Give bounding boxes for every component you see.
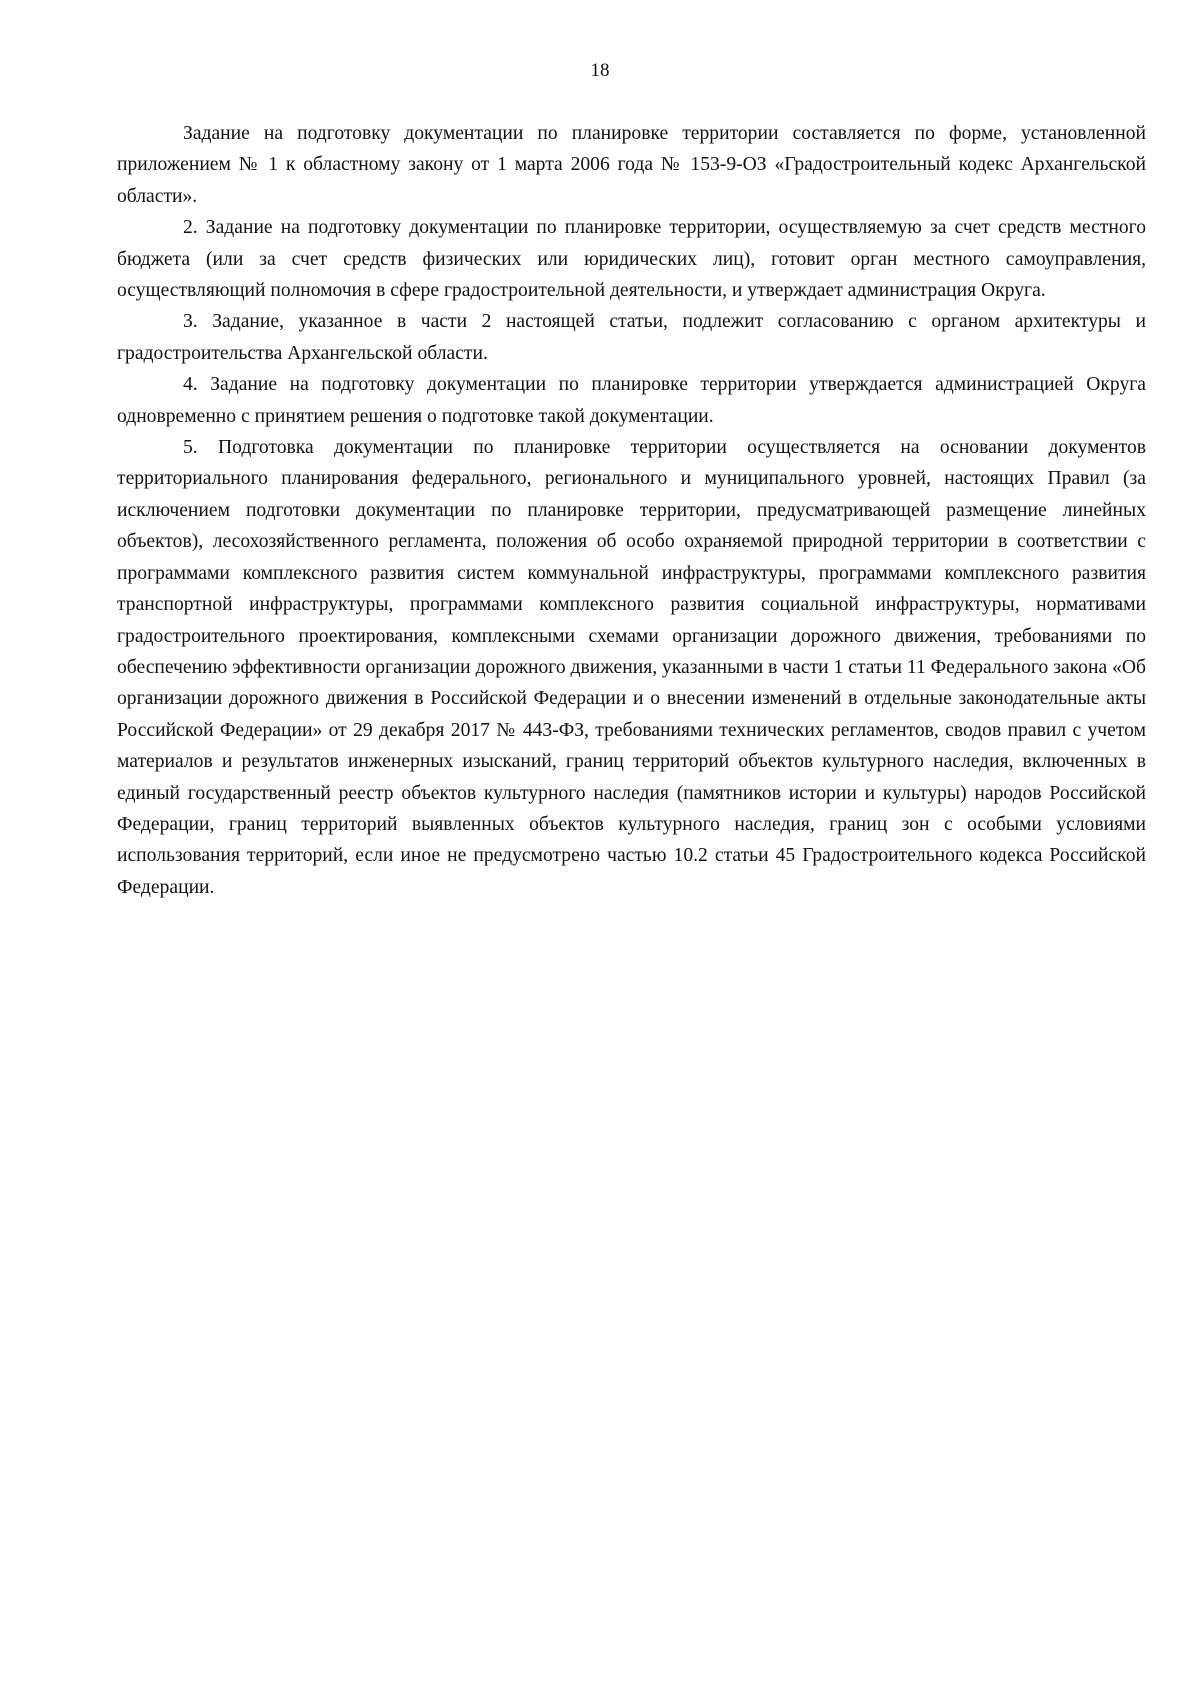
paragraph-task-form: Задание на подготовку документации по планировке территории составляется по форме, установленной приложением № 1 к областному закону от 1 марта 2006 года № 153-9-ОЗ «Градостроительный кодекс Архангельской области».	[117, 123, 1146, 207]
document-body	[117, 118, 1146, 903]
paragraph-5: 5. Подготовка документации по планировке территории осуществляется на основании документов территориального планирования федерального, регионального и муниципального уровней, настоящих Правил (за исключением подготовки документации по планировке территории, предусматривающей размещение линейных объектов), лесохозяйственного регламента, положения об особо охраняемой природной территории в соответствии с программами комплексного развития систем коммунальной инфраструктуры, программами комплексного развития транспортной инфраструктуры, программами комплексного развития социальной инфраструктуры, нормативами градостроительного проектирования, комплексными схемами организации дорожного движения, требованиями по обеспечению эффективности организации дорожного движения, указанными в части 1 статьи 11 Федерального закона «Об организации дорожного движения в Российской Федерации и о внесении изменений в отдельные законодательные акты Российской Федерации» от 29 декабря 2017 № 443-ФЗ, требованиями технических регламентов, сводов правил с учетом материалов и результатов инженерных изысканий, границ территорий объектов культурного наследия, включенных в единый государственный реестр объектов культурного наследия (памятников истории и культуры) народов Российской Федерации, границ территорий выявленных объектов культурного наследия, границ зон с особыми условиями использования территорий, если иное не предусмотрено частью 10.2 статьи 45 Градостроительного кодекса Российской Федерации.	[117, 437, 1146, 898]
paragraph-3: 3. Задание, указанное в части 2 настоящей статьи, подлежит согласованию с органом архитектуры и градостроительства Архангельской области.	[117, 311, 1146, 364]
paragraph-4: 4. Задание на подготовку документации по планировке территории утверждается администрацией Округа одновременно с принятием решения о подготовке такой документации.	[117, 374, 1146, 427]
paragraph-2: 2. Задание на подготовку документации по планировке территории, осуществляемую за счет средств местного бюджета (или за счет средств физических или юридических лиц), готовит орган местного самоуправления, осуществляющий полномочия в сфере градостроительной деятельности, и утверждает администрация Округа.	[117, 217, 1146, 302]
page-number: 18	[590, 60, 610, 81]
